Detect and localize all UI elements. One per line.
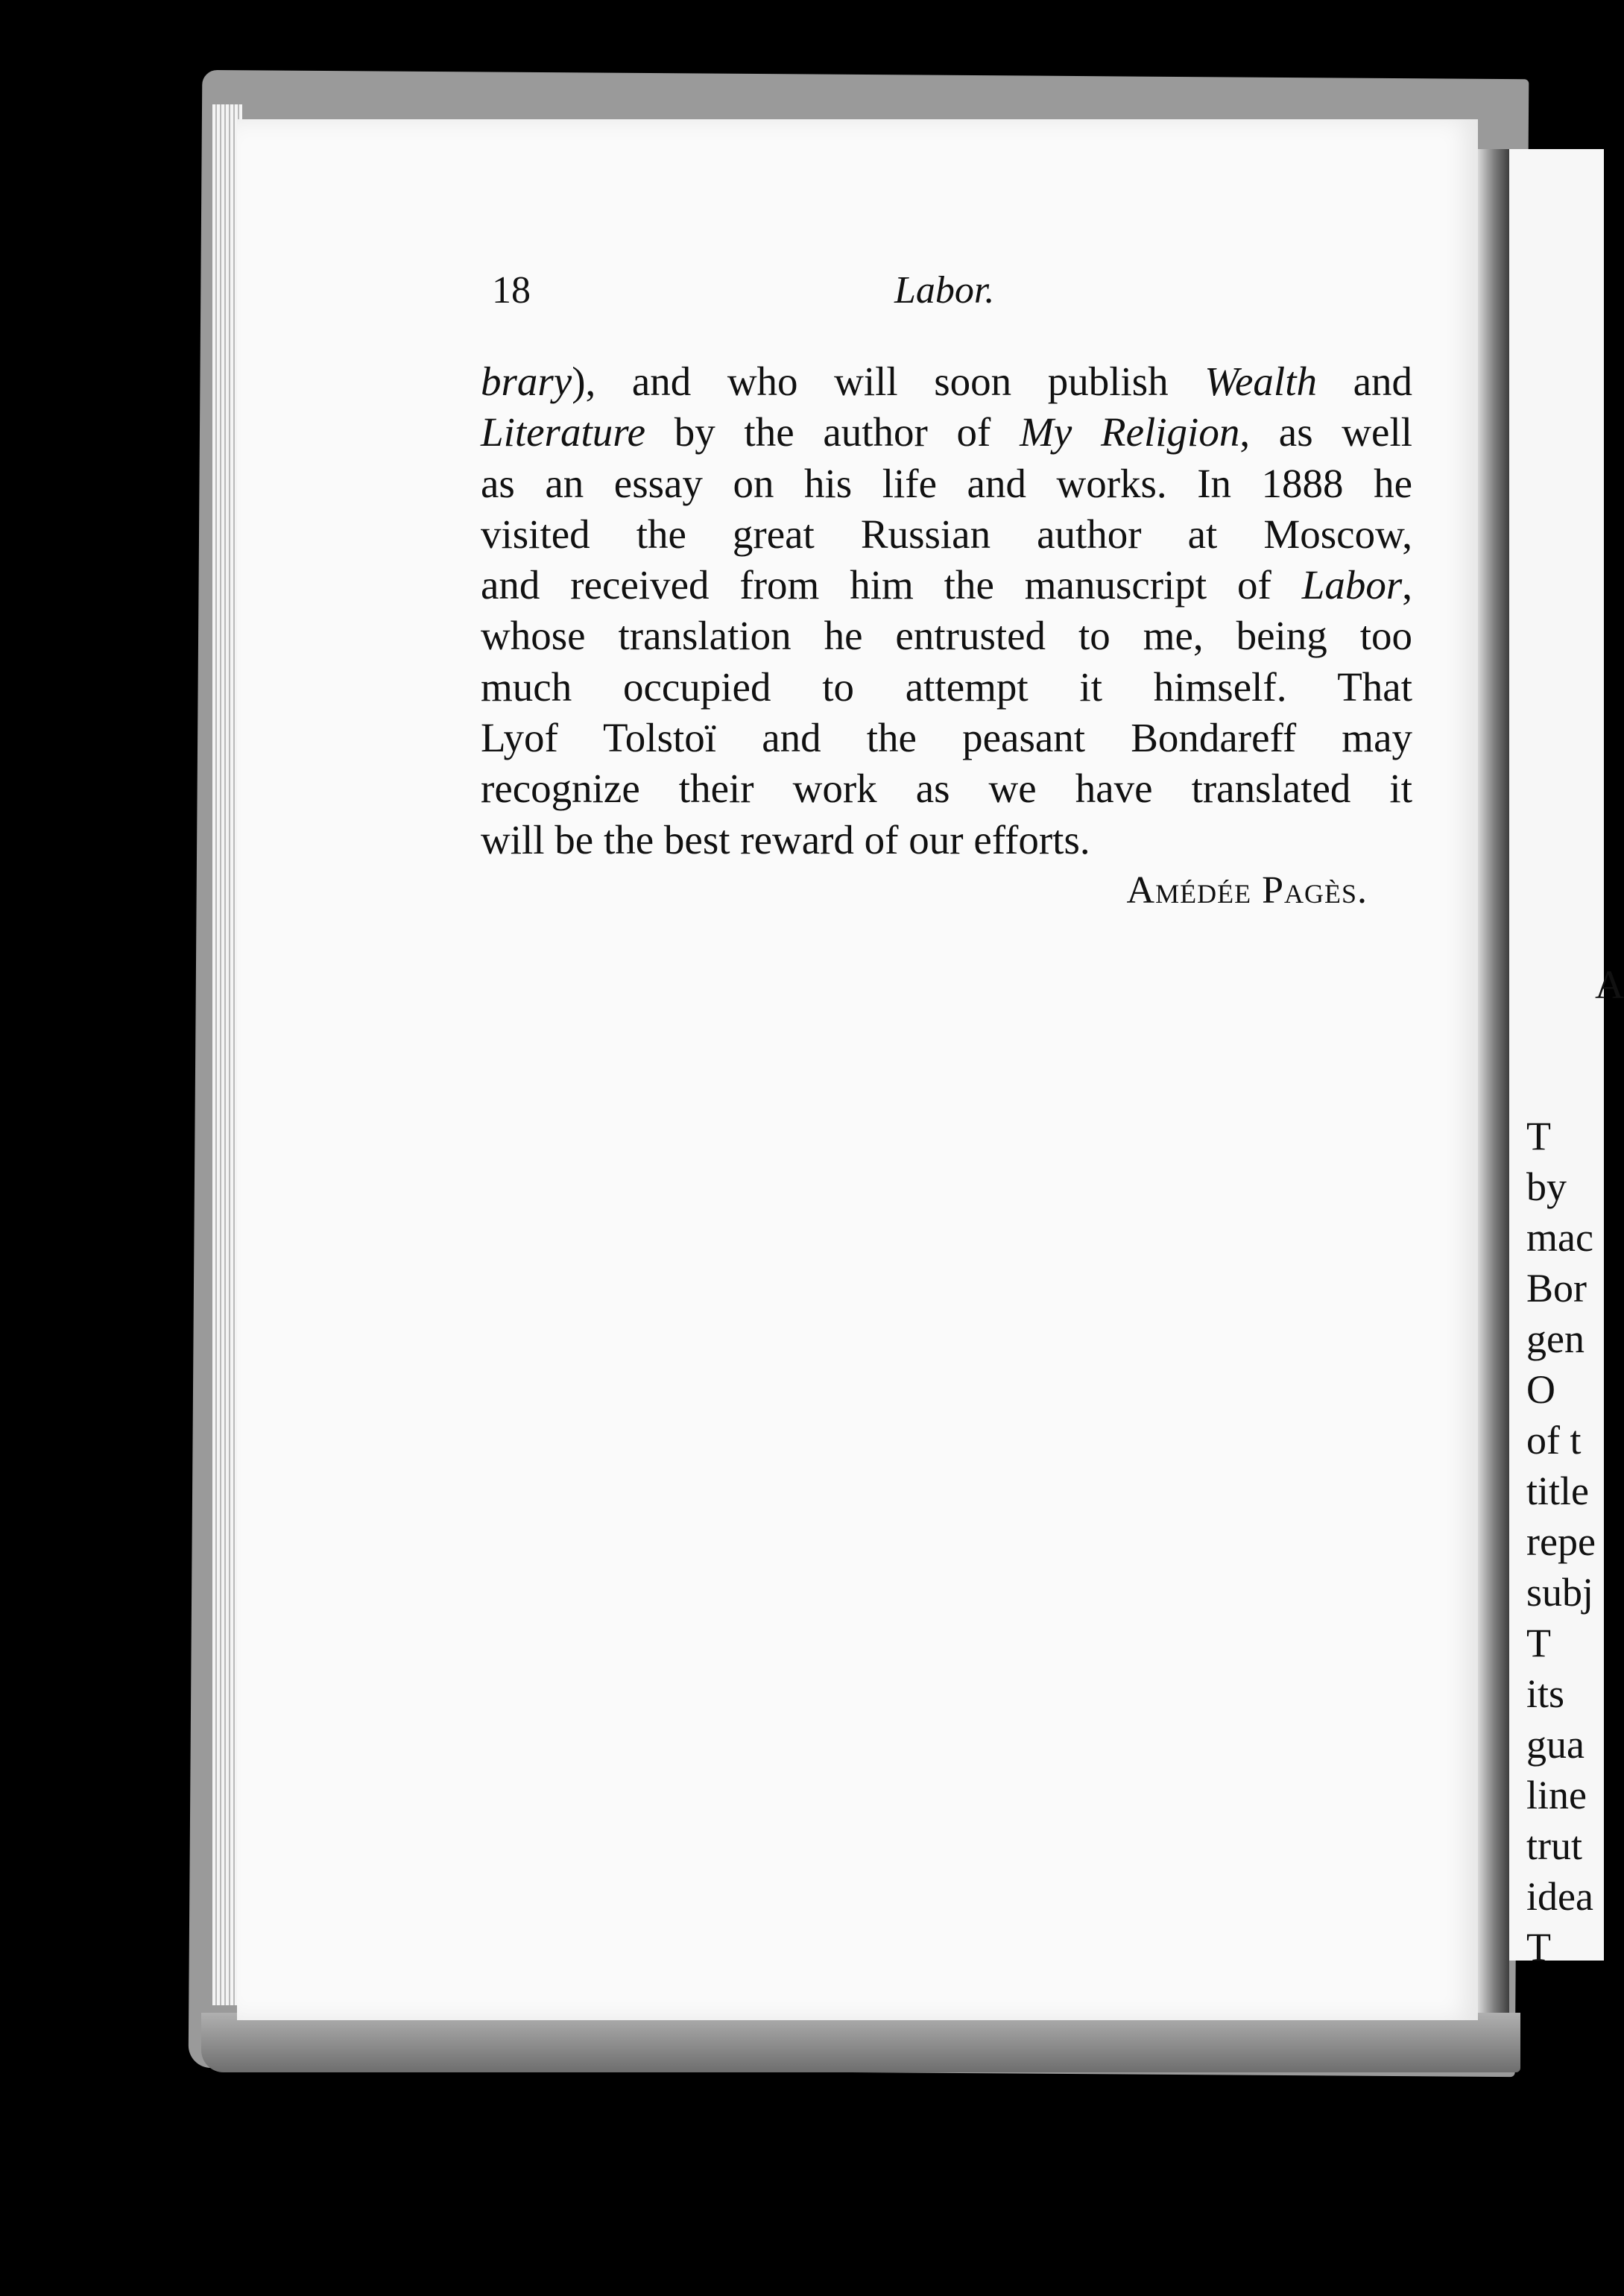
- facing-line: gua: [1526, 1722, 1584, 1767]
- text-line: [481, 763, 1412, 814]
- facing-line: subj: [1526, 1570, 1594, 1615]
- facing-line: its: [1526, 1671, 1565, 1716]
- facing-line: Bor: [1526, 1266, 1587, 1311]
- facing-page-fragment: A: [1595, 962, 1624, 1007]
- text-span: , as well: [1239, 409, 1413, 455]
- text-span: as an essay on his life and works. In 1888 he: [481, 460, 1412, 506]
- text-span: visited the great Russian author at Moscow,: [481, 511, 1412, 557]
- text-line: [481, 458, 1412, 509]
- italic-span: Literature: [481, 409, 646, 455]
- text-span: by the author of: [645, 409, 1020, 455]
- italic-span: My Religion: [1020, 409, 1240, 455]
- text-line: [481, 611, 1412, 661]
- italic-span: brary: [481, 359, 572, 404]
- facing-line: T: [1526, 1925, 1551, 1969]
- facing-line: by: [1526, 1164, 1567, 1209]
- text-span: whose translation he entrusted to me, being too: [481, 613, 1412, 659]
- facing-line: of t: [1526, 1418, 1582, 1463]
- text-line: [481, 662, 1412, 713]
- facing-line: title: [1526, 1469, 1589, 1513]
- book-gutter: [1478, 149, 1509, 2013]
- running-head: [492, 268, 1424, 328]
- facing-line: T: [1526, 1114, 1551, 1158]
- text-span: ), and who will soon publish: [572, 359, 1205, 404]
- page-number: 18: [492, 269, 531, 312]
- text-line: [481, 509, 1412, 560]
- facing-line: gen: [1526, 1316, 1584, 1361]
- text-span: much occupied to attempt it himself. That: [481, 663, 1412, 710]
- book-bottom-edge: [201, 2013, 1520, 2072]
- italic-span: Wealth: [1204, 359, 1317, 404]
- text-span: recognize their work as we have translated it: [481, 766, 1412, 812]
- facing-line: mac: [1526, 1215, 1593, 1260]
- text-line: [481, 815, 1412, 865]
- text-span: Lyof Tolstoï and the peasant Bondareff may: [481, 715, 1412, 761]
- italic-span: Labor: [1301, 562, 1403, 608]
- facing-line: trut: [1526, 1823, 1582, 1868]
- text-line: [481, 407, 1412, 458]
- facing-line: O: [1526, 1367, 1555, 1412]
- body-text: [481, 356, 1412, 916]
- text-line: [481, 713, 1412, 763]
- facing-line: T: [1526, 1621, 1551, 1665]
- text-span: and received from him the manuscript of: [481, 562, 1302, 608]
- facing-page-text: [1526, 1111, 1604, 1972]
- facing-line: line: [1526, 1773, 1587, 1817]
- text-line: [481, 560, 1412, 611]
- text-span: ,: [1402, 562, 1412, 608]
- text-span: will be the best reward of our efforts.: [481, 816, 1090, 862]
- signature: [481, 865, 1412, 916]
- signature-text: Amédée Pagès.: [1126, 868, 1368, 912]
- running-title: Labor.: [894, 269, 995, 312]
- text-span: and: [1317, 359, 1412, 404]
- facing-line: idea: [1526, 1874, 1593, 1919]
- text-line: [481, 356, 1412, 407]
- facing-line: repe: [1526, 1519, 1596, 1564]
